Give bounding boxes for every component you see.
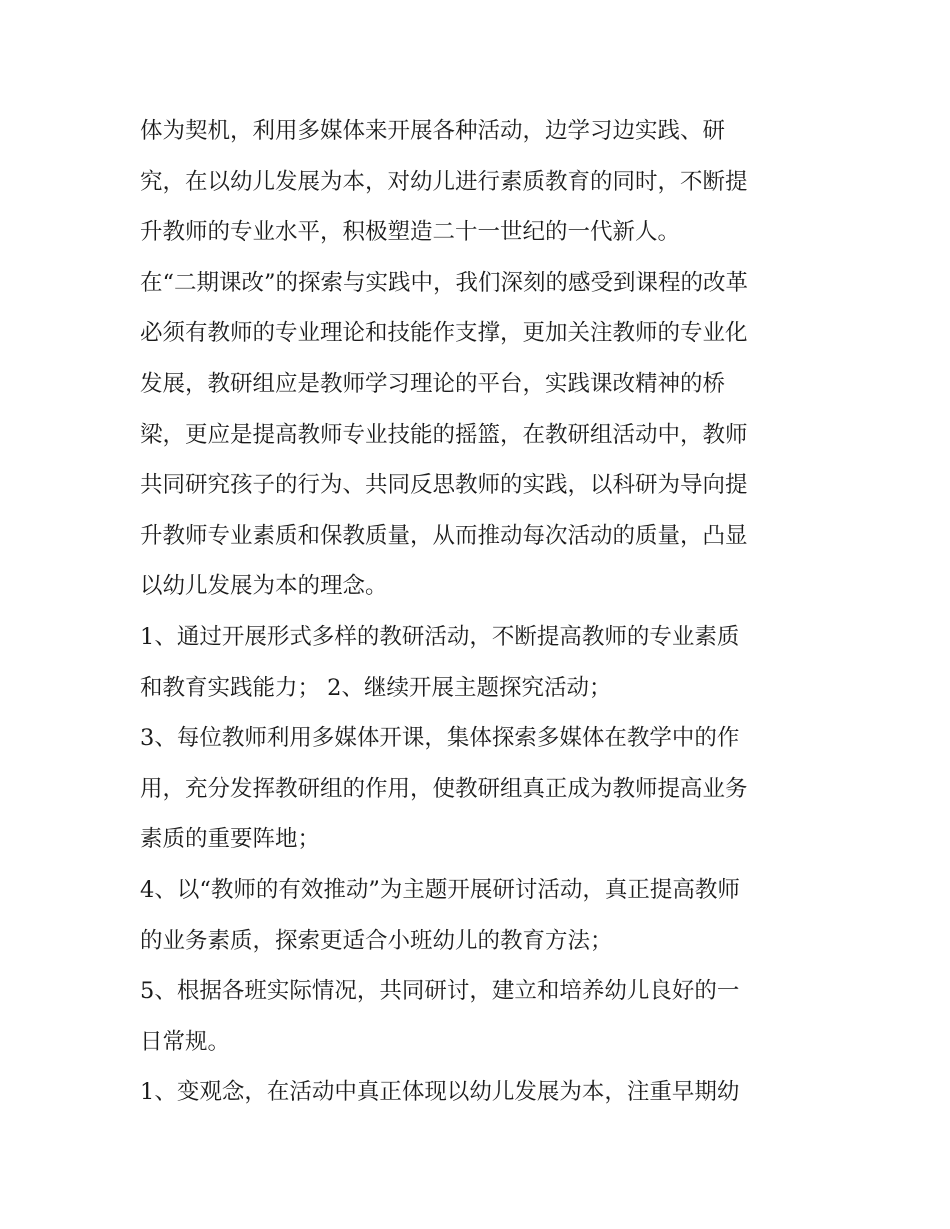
list-item-line: 5、根据各班实际情况，共同研讨，建立和培养幼儿良好的一 <box>140 978 740 1005</box>
text-line: 究，在以幼儿发展为本，对幼儿进行素质教育的同时，不断提 <box>140 168 748 195</box>
list-item-line: 3、每位教师利用多媒体开课，集体探索多媒体在教学中的作 <box>140 725 740 752</box>
text-line: 共同研究孩子的行为、共同反思教师的实践，以科研为导向提 <box>140 472 748 499</box>
text-line: 体为契机，利用多媒体来开展各种活动，边学习边实践、研 <box>140 118 726 144</box>
list-item-line: 和教育实践能力； 2、继续开展主题探究活动； <box>140 674 612 701</box>
list-item-line: 日常规。 <box>140 1028 231 1055</box>
list-item-line: 1、变观念，在活动中真正体现以幼儿发展为本，注重早期幼 <box>140 1079 740 1106</box>
text-line: 梁，更应是提高教师专业技能的摇篮，在教研组活动中，教师 <box>140 421 748 448</box>
list-item-line: 4、以“教师的有效推动”为主题开展研讨活动，真正提高教师 <box>140 876 740 903</box>
list-item-line: 1、通过开展形式多样的教研活动，不断提高教师的专业素质 <box>140 623 740 650</box>
text-line: 发展，教研组应是教师学习理论的平台，实践课改精神的桥 <box>140 370 726 397</box>
document-page <box>140 106 820 1118</box>
text-line: 升教师专业素质和保教质量，从而推动每次活动的质量，凸显 <box>140 522 748 549</box>
text-line: 升教师的专业水平，积极塑造二十一世纪的一代新人。 <box>140 219 681 246</box>
list-item-line: 素质的重要阵地； <box>140 826 321 853</box>
list-item-line: 用，充分发挥教研组的作用，使教研组真正成为教师提高业务 <box>140 775 748 802</box>
list-item-line: 的业务素质，探索更适合小班幼儿的教育方法； <box>140 927 613 954</box>
text-line: 在“二期课改”的探索与实践中，我们深刻的感受到课程的改革 <box>140 269 749 296</box>
text-line: 以幼儿发展为本的理念。 <box>140 573 388 600</box>
text-line: 必须有教师的专业理论和技能作支撑，更加关注教师的专业化 <box>140 320 748 347</box>
